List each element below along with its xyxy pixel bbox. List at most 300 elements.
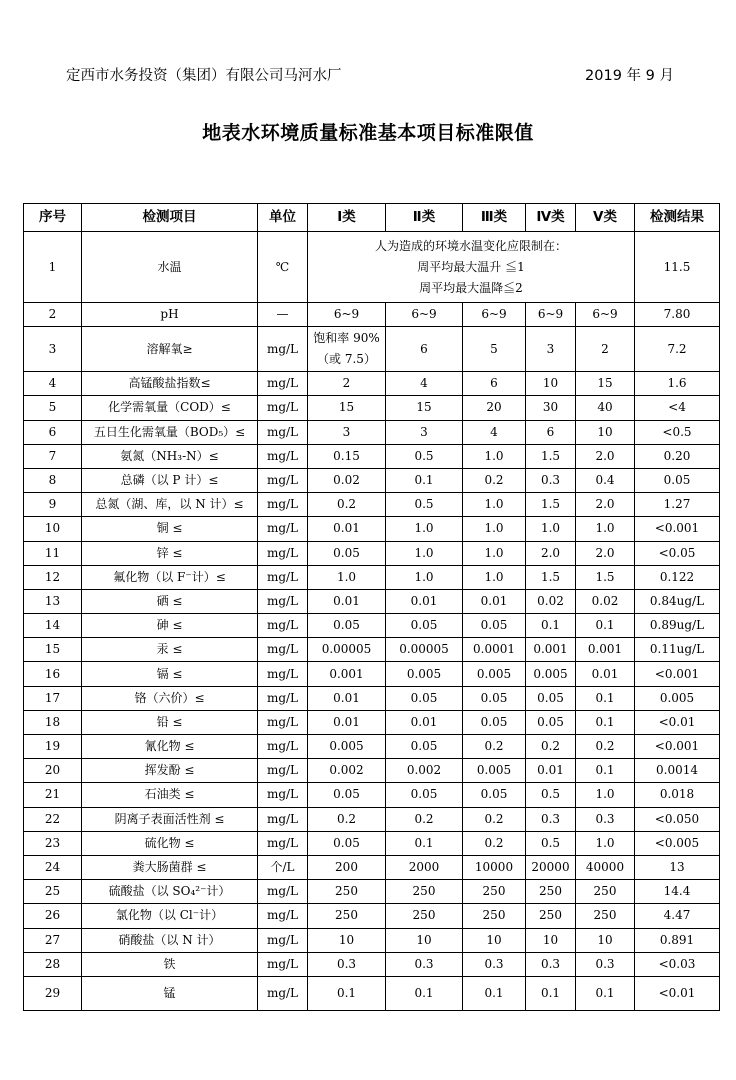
cell-no: 25 <box>24 880 82 904</box>
table-row <box>24 880 720 904</box>
table-row <box>24 303 720 327</box>
cell-item: 阴离子表面活性剂 ≤ <box>82 807 258 831</box>
cell-class3: 250 <box>463 880 526 904</box>
cell-class3: 1.0 <box>463 444 526 468</box>
cell-class2: 0.5 <box>386 444 463 468</box>
table-row <box>24 468 720 492</box>
cell-class4: 10 <box>526 928 576 952</box>
cell-class4: 1.0 <box>526 517 576 541</box>
limit-line: 周平均最大温升 ≦1 <box>417 259 525 274</box>
cell-line: 饱和率 90% <box>313 331 380 346</box>
cell-no: 10 <box>24 517 82 541</box>
cell-no: 5 <box>24 396 82 420</box>
cell-class1 <box>308 327 386 372</box>
table-row <box>24 232 720 303</box>
cell-class1: 0.15 <box>308 444 386 468</box>
cell-class5: 0.1 <box>576 759 635 783</box>
cell-class3: 10 <box>463 928 526 952</box>
cell-class1: 0.1 <box>308 976 386 1010</box>
cell-temperature-limit <box>308 232 635 303</box>
cell-result: <0.01 <box>635 710 720 734</box>
cell-class4: 0.02 <box>526 589 576 613</box>
cell-class5: 250 <box>576 904 635 928</box>
cell-class2: 0.01 <box>386 710 463 734</box>
cell-class5: 40 <box>576 396 635 420</box>
cell-class3: 0.05 <box>463 614 526 638</box>
cell-item: 砷 ≤ <box>82 614 258 638</box>
cell-item: 挥发酚 ≤ <box>82 759 258 783</box>
col-header-class4: Ⅳ类 <box>526 204 576 232</box>
cell-no: 6 <box>24 420 82 444</box>
cell-no: 12 <box>24 565 82 589</box>
cell-class4: 0.05 <box>526 710 576 734</box>
table-row <box>24 541 720 565</box>
cell-class1: 3 <box>308 420 386 444</box>
cell-class2: 4 <box>386 372 463 396</box>
cell-class5: 0.01 <box>576 662 635 686</box>
cell-class5: 0.1 <box>576 614 635 638</box>
cell-class2: 0.005 <box>386 662 463 686</box>
cell-class4: 0.1 <box>526 614 576 638</box>
cell-class5: 1.0 <box>576 831 635 855</box>
cell-result: 0.11ug/L <box>635 638 720 662</box>
cell-unit: mg/L <box>258 468 308 492</box>
cell-result: 0.05 <box>635 468 720 492</box>
cell-class2: 6 <box>386 327 463 372</box>
cell-no: 8 <box>24 468 82 492</box>
cell-class2: 2000 <box>386 855 463 879</box>
cell-unit: mg/L <box>258 783 308 807</box>
table-row <box>24 638 720 662</box>
table-row <box>24 928 720 952</box>
cell-result: <0.050 <box>635 807 720 831</box>
cell-class1: 0.2 <box>308 493 386 517</box>
cell-unit: mg/L <box>258 831 308 855</box>
standards-table <box>23 203 720 1011</box>
cell-unit: mg/L <box>258 686 308 710</box>
cell-class4: 250 <box>526 904 576 928</box>
cell-item: 总氮（湖、库，以 N 计）≤ <box>82 493 258 517</box>
cell-result: <0.005 <box>635 831 720 855</box>
cell-class5: 0.1 <box>576 686 635 710</box>
cell-unit: mg/L <box>258 976 308 1010</box>
cell-no: 7 <box>24 444 82 468</box>
cell-result: <0.001 <box>635 517 720 541</box>
cell-no: 2 <box>24 303 82 327</box>
cell-class4: 0.001 <box>526 638 576 662</box>
col-header-no: 序号 <box>24 204 82 232</box>
cell-class4: 0.5 <box>526 783 576 807</box>
cell-class3: 0.005 <box>463 662 526 686</box>
cell-no: 14 <box>24 614 82 638</box>
table-row <box>24 327 720 372</box>
cell-class3: 0.01 <box>463 589 526 613</box>
col-header-class1: Ⅰ类 <box>308 204 386 232</box>
cell-class4: 0.05 <box>526 686 576 710</box>
cell-item: 硒 ≤ <box>82 589 258 613</box>
table-row <box>24 807 720 831</box>
cell-unit: mg/L <box>258 372 308 396</box>
cell-result: <4 <box>635 396 720 420</box>
cell-result: 0.122 <box>635 565 720 589</box>
cell-class1: 15 <box>308 396 386 420</box>
cell-class2: 0.2 <box>386 807 463 831</box>
cell-class2: 0.05 <box>386 686 463 710</box>
cell-class4: 0.3 <box>526 952 576 976</box>
cell-class4: 1.5 <box>526 444 576 468</box>
cell-class5: 10 <box>576 420 635 444</box>
cell-no: 9 <box>24 493 82 517</box>
cell-result: <0.03 <box>635 952 720 976</box>
cell-class2: 0.05 <box>386 735 463 759</box>
cell-result: 1.6 <box>635 372 720 396</box>
cell-unit: 个/L <box>258 855 308 879</box>
cell-item: 硫酸盐（以 SO₄²⁻计） <box>82 880 258 904</box>
cell-result: 0.018 <box>635 783 720 807</box>
cell-class2: 0.5 <box>386 493 463 517</box>
table-row <box>24 831 720 855</box>
cell-class4: 0.1 <box>526 976 576 1010</box>
cell-result: 0.84ug/L <box>635 589 720 613</box>
cell-unit: mg/L <box>258 759 308 783</box>
cell-class5: 250 <box>576 880 635 904</box>
cell-unit: mg/L <box>258 928 308 952</box>
cell-class5: 2.0 <box>576 444 635 468</box>
cell-class5: 1.5 <box>576 565 635 589</box>
cell-unit: mg/L <box>258 444 308 468</box>
cell-class2: 250 <box>386 904 463 928</box>
cell-class3: 0.05 <box>463 783 526 807</box>
table-row <box>24 976 720 1010</box>
cell-result: <0.01 <box>635 976 720 1010</box>
cell-unit: mg/L <box>258 735 308 759</box>
cell-unit: mg/L <box>258 327 308 372</box>
cell-class3: 0.005 <box>463 759 526 783</box>
cell-class4: 0.2 <box>526 735 576 759</box>
col-header-class2: Ⅱ类 <box>386 204 463 232</box>
cell-unit: mg/L <box>258 420 308 444</box>
cell-result: 14.4 <box>635 880 720 904</box>
cell-class1: 250 <box>308 880 386 904</box>
cell-class5: 0.4 <box>576 468 635 492</box>
cell-class2: 0.05 <box>386 614 463 638</box>
cell-class1: 1.0 <box>308 565 386 589</box>
cell-class3: 4 <box>463 420 526 444</box>
cell-class5: 2.0 <box>576 541 635 565</box>
cell-class5: 10 <box>576 928 635 952</box>
cell-class1: 6~9 <box>308 303 386 327</box>
cell-item: 五日生化需氧量（BOD₅）≤ <box>82 420 258 444</box>
cell-class1: 0.00005 <box>308 638 386 662</box>
table-row <box>24 710 720 734</box>
cell-class3: 20 <box>463 396 526 420</box>
cell-unit: mg/L <box>258 541 308 565</box>
cell-result: 4.47 <box>635 904 720 928</box>
cell-result: 7.2 <box>635 327 720 372</box>
organization-name: 定西市水务投资（集团）有限公司马河水厂 <box>66 68 342 84</box>
cell-result: 0.89ug/L <box>635 614 720 638</box>
cell-item: 锌 ≤ <box>82 541 258 565</box>
cell-no: 4 <box>24 372 82 396</box>
table-row <box>24 517 720 541</box>
cell-class2: 0.1 <box>386 831 463 855</box>
cell-unit: mg/L <box>258 493 308 517</box>
col-header-class3: Ⅲ类 <box>463 204 526 232</box>
cell-class5: 0.3 <box>576 952 635 976</box>
cell-class3: 0.0001 <box>463 638 526 662</box>
cell-unit: mg/L <box>258 589 308 613</box>
cell-class2: 3 <box>386 420 463 444</box>
cell-class4: 6~9 <box>526 303 576 327</box>
cell-class4: 0.3 <box>526 807 576 831</box>
cell-unit: mg/L <box>258 638 308 662</box>
cell-class3: 0.05 <box>463 710 526 734</box>
cell-no: 15 <box>24 638 82 662</box>
cell-class1: 0.02 <box>308 468 386 492</box>
cell-no: 19 <box>24 735 82 759</box>
cell-unit: ℃ <box>258 232 308 303</box>
cell-class2: 0.00005 <box>386 638 463 662</box>
cell-class3: 0.2 <box>463 807 526 831</box>
table-row <box>24 783 720 807</box>
table-row <box>24 420 720 444</box>
cell-item: 氨氮（NH₃-N）≤ <box>82 444 258 468</box>
cell-class5: 15 <box>576 372 635 396</box>
cell-class4: 3 <box>526 327 576 372</box>
cell-result: <0.001 <box>635 735 720 759</box>
cell-class3: 0.2 <box>463 735 526 759</box>
cell-result: <0.001 <box>635 662 720 686</box>
cell-class1: 0.3 <box>308 952 386 976</box>
cell-unit: mg/L <box>258 517 308 541</box>
cell-unit: mg/L <box>258 662 308 686</box>
cell-class2: 0.002 <box>386 759 463 783</box>
cell-class4: 10 <box>526 372 576 396</box>
cell-class4: 0.005 <box>526 662 576 686</box>
cell-class5: 6~9 <box>576 303 635 327</box>
cell-class3: 1.0 <box>463 565 526 589</box>
cell-class3: 6 <box>463 372 526 396</box>
cell-class1: 0.01 <box>308 517 386 541</box>
cell-class3: 0.05 <box>463 686 526 710</box>
cell-item: 汞 ≤ <box>82 638 258 662</box>
cell-class3: 6~9 <box>463 303 526 327</box>
table-row <box>24 759 720 783</box>
cell-class5: 0.001 <box>576 638 635 662</box>
cell-class5: 1.0 <box>576 783 635 807</box>
cell-class3: 1.0 <box>463 541 526 565</box>
cell-item: 铁 <box>82 952 258 976</box>
cell-line: （或 7.5） <box>317 352 376 367</box>
cell-unit: mg/L <box>258 880 308 904</box>
cell-class3: 1.0 <box>463 493 526 517</box>
cell-item: 石油类 ≤ <box>82 783 258 807</box>
cell-item: 氟化物（以 F⁻计）≤ <box>82 565 258 589</box>
cell-result: 13 <box>635 855 720 879</box>
cell-class4: 6 <box>526 420 576 444</box>
cell-no: 3 <box>24 327 82 372</box>
cell-class2: 1.0 <box>386 517 463 541</box>
cell-item: 锰 <box>82 976 258 1010</box>
cell-class5: 2.0 <box>576 493 635 517</box>
col-header-item: 检测项目 <box>82 204 258 232</box>
cell-result: <0.5 <box>635 420 720 444</box>
cell-class5: 40000 <box>576 855 635 879</box>
cell-class2: 250 <box>386 880 463 904</box>
cell-class2: 0.05 <box>386 783 463 807</box>
cell-class3: 250 <box>463 904 526 928</box>
table-row <box>24 444 720 468</box>
cell-class4: 1.5 <box>526 565 576 589</box>
cell-item: 铅 ≤ <box>82 710 258 734</box>
cell-unit: mg/L <box>258 952 308 976</box>
cell-no: 17 <box>24 686 82 710</box>
cell-no: 28 <box>24 952 82 976</box>
cell-class1: 0.005 <box>308 735 386 759</box>
cell-unit: mg/L <box>258 904 308 928</box>
table-row <box>24 589 720 613</box>
cell-item: 铜 ≤ <box>82 517 258 541</box>
table-row <box>24 372 720 396</box>
cell-item: 镉 ≤ <box>82 662 258 686</box>
cell-class5: 0.2 <box>576 735 635 759</box>
table-row <box>24 904 720 928</box>
cell-class3: 1.0 <box>463 517 526 541</box>
cell-class1: 0.002 <box>308 759 386 783</box>
cell-result: <0.05 <box>635 541 720 565</box>
cell-unit: mg/L <box>258 710 308 734</box>
cell-no: 18 <box>24 710 82 734</box>
cell-result: 1.27 <box>635 493 720 517</box>
table-row <box>24 493 720 517</box>
cell-class1: 0.01 <box>308 686 386 710</box>
cell-class5: 0.1 <box>576 710 635 734</box>
table-row <box>24 565 720 589</box>
cell-no: 26 <box>24 904 82 928</box>
cell-unit: mg/L <box>258 614 308 638</box>
cell-class4: 250 <box>526 880 576 904</box>
cell-item: 硫化物 ≤ <box>82 831 258 855</box>
cell-no: 24 <box>24 855 82 879</box>
cell-class2: 0.1 <box>386 976 463 1010</box>
limit-line: 人为造成的环境水温变化应限制在： <box>374 238 567 253</box>
cell-class4: 0.5 <box>526 831 576 855</box>
cell-no: 29 <box>24 976 82 1010</box>
cell-class4: 0.01 <box>526 759 576 783</box>
table-row <box>24 614 720 638</box>
col-header-result: 检测结果 <box>635 204 720 232</box>
cell-item: 总磷（以 P 计）≤ <box>82 468 258 492</box>
cell-class4: 2.0 <box>526 541 576 565</box>
cell-class1: 0.01 <box>308 589 386 613</box>
cell-no: 27 <box>24 928 82 952</box>
cell-class5: 1.0 <box>576 517 635 541</box>
cell-item: 氰化物 ≤ <box>82 735 258 759</box>
cell-class4: 0.3 <box>526 468 576 492</box>
cell-class3: 0.1 <box>463 976 526 1010</box>
cell-no: 23 <box>24 831 82 855</box>
cell-unit: mg/L <box>258 565 308 589</box>
cell-class1: 0.05 <box>308 614 386 638</box>
cell-no: 13 <box>24 589 82 613</box>
cell-unit: — <box>258 303 308 327</box>
cell-class2: 1.0 <box>386 541 463 565</box>
cell-item: 铬（六价）≤ <box>82 686 258 710</box>
cell-result: 0.891 <box>635 928 720 952</box>
cell-class2: 0.3 <box>386 952 463 976</box>
cell-result: 7.80 <box>635 303 720 327</box>
table-row <box>24 396 720 420</box>
cell-class1: 10 <box>308 928 386 952</box>
table-header-row <box>24 204 720 232</box>
report-date: 2019 年 9 月 <box>585 68 674 84</box>
col-header-class5: Ⅴ类 <box>576 204 635 232</box>
cell-class1: 200 <box>308 855 386 879</box>
table-row <box>24 662 720 686</box>
cell-class3: 0.3 <box>463 952 526 976</box>
cell-no: 1 <box>24 232 82 303</box>
cell-class2: 10 <box>386 928 463 952</box>
cell-item: 高锰酸盐指数≤ <box>82 372 258 396</box>
cell-class2: 0.1 <box>386 468 463 492</box>
cell-no: 20 <box>24 759 82 783</box>
cell-class1: 2 <box>308 372 386 396</box>
document-title: 地表水环境质量标准基本项目标准限值 <box>202 122 534 144</box>
cell-class1: 0.001 <box>308 662 386 686</box>
cell-class1: 0.2 <box>308 807 386 831</box>
cell-item: 溶解氧≥ <box>82 327 258 372</box>
cell-unit: mg/L <box>258 396 308 420</box>
cell-item: 化学需氧量（COD）≤ <box>82 396 258 420</box>
cell-result: 0.005 <box>635 686 720 710</box>
cell-class5: 0.3 <box>576 807 635 831</box>
cell-result: 0.20 <box>635 444 720 468</box>
cell-no: 21 <box>24 783 82 807</box>
table-row <box>24 952 720 976</box>
cell-class2: 6~9 <box>386 303 463 327</box>
cell-class1: 0.05 <box>308 783 386 807</box>
cell-class4: 20000 <box>526 855 576 879</box>
cell-class1: 0.05 <box>308 541 386 565</box>
cell-result: 11.5 <box>635 232 720 303</box>
cell-unit: mg/L <box>258 807 308 831</box>
cell-class5: 0.1 <box>576 976 635 1010</box>
col-header-unit: 单位 <box>258 204 308 232</box>
cell-class3: 10000 <box>463 855 526 879</box>
cell-class3: 5 <box>463 327 526 372</box>
cell-result: 0.0014 <box>635 759 720 783</box>
cell-item: 粪大肠菌群 ≤ <box>82 855 258 879</box>
cell-class5: 2 <box>576 327 635 372</box>
cell-no: 22 <box>24 807 82 831</box>
cell-item: 硝酸盐（以 N 计） <box>82 928 258 952</box>
cell-class1: 250 <box>308 904 386 928</box>
cell-class3: 0.2 <box>463 831 526 855</box>
cell-item: pH <box>82 303 258 327</box>
cell-class2: 1.0 <box>386 565 463 589</box>
cell-item: 氯化物（以 Cl⁻计） <box>82 904 258 928</box>
table-row <box>24 735 720 759</box>
cell-class2: 15 <box>386 396 463 420</box>
cell-class1: 0.05 <box>308 831 386 855</box>
cell-item: 水温 <box>82 232 258 303</box>
cell-class1: 0.01 <box>308 710 386 734</box>
cell-class4: 1.5 <box>526 493 576 517</box>
cell-no: 11 <box>24 541 82 565</box>
limit-line: 周平均最大温降≦2 <box>419 280 523 295</box>
cell-class4: 30 <box>526 396 576 420</box>
table-row <box>24 855 720 879</box>
